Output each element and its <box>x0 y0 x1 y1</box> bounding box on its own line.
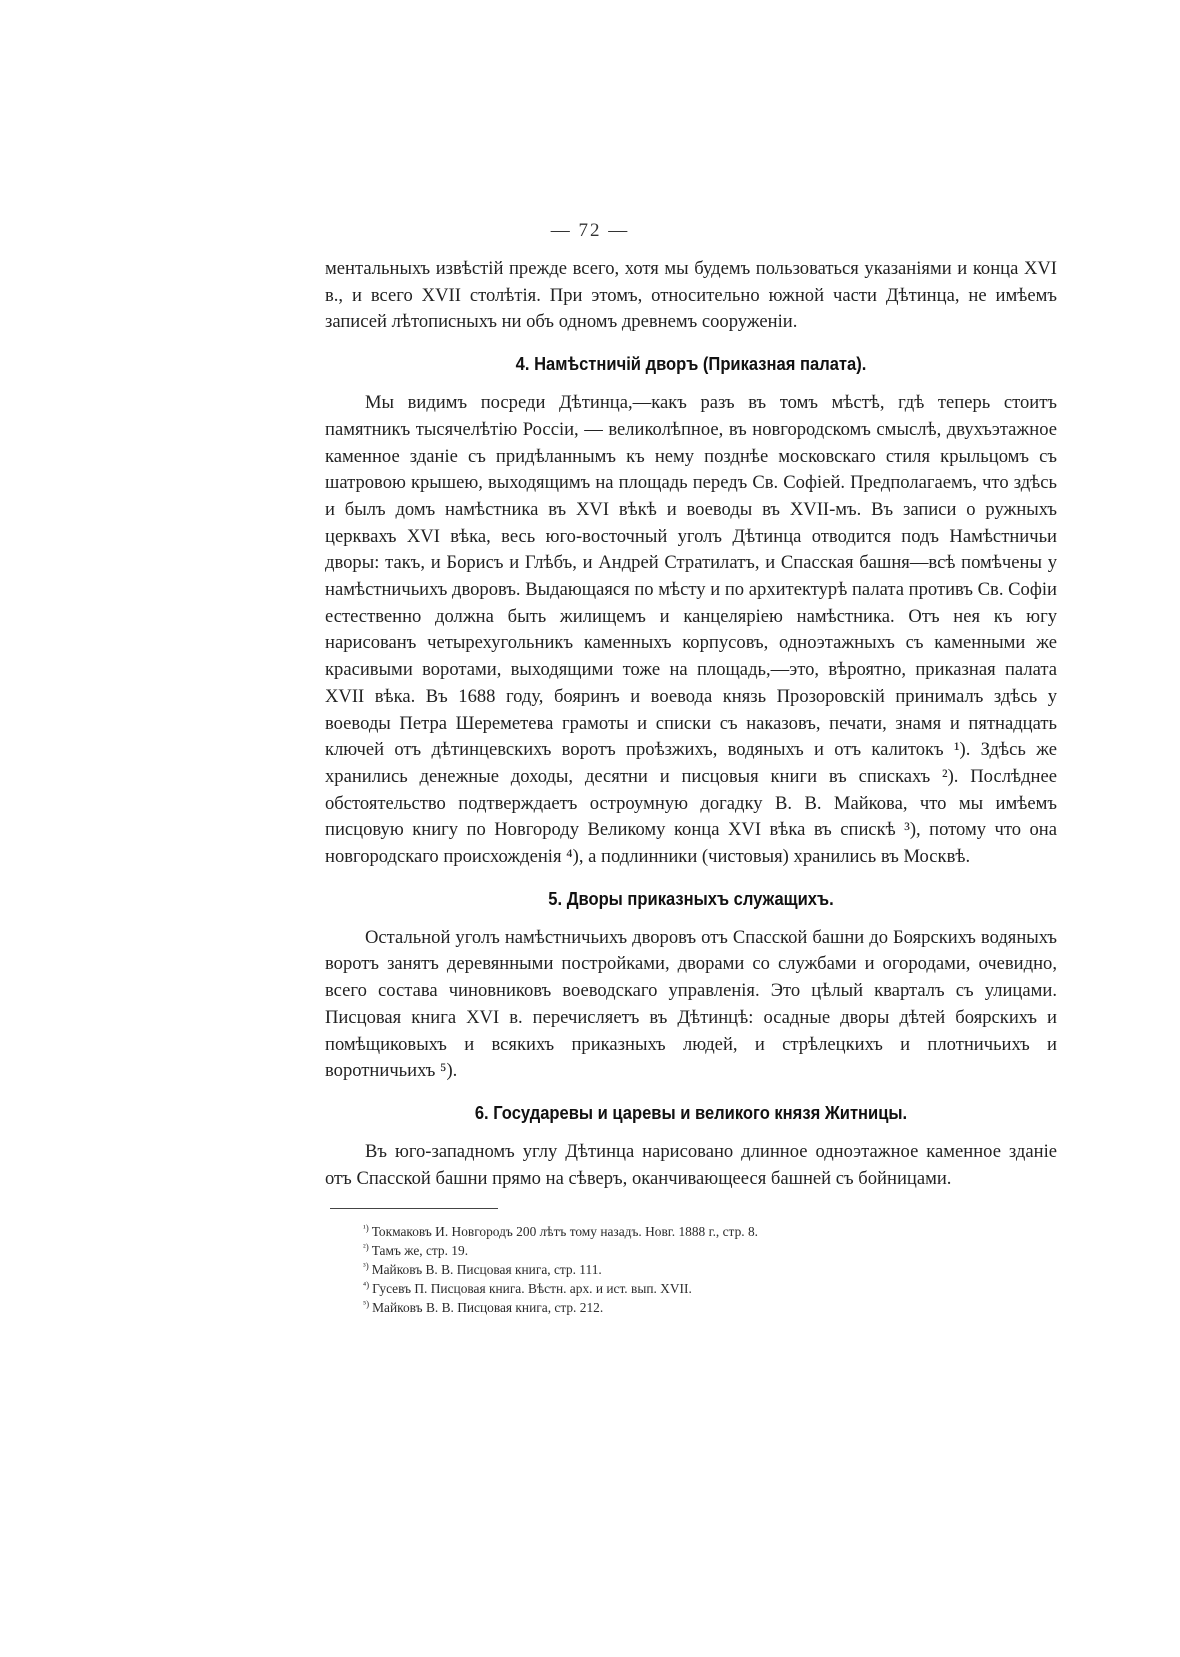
footnote-1 <box>363 1222 1013 1241</box>
section-paragraph-6: Въ юго-западномъ углу Дѣтинца нарисовано длинное одноэтажное каменное зданіе отъ Спасской башни прямо на сѣверъ, оканчивающееся башней съ бойницами. <box>325 1140 1057 1189</box>
footnote-text: Майковъ В. В. Писцовая книга, стр. 212. <box>372 1300 604 1315</box>
page-number: — 72 — <box>550 220 630 241</box>
footnote-4 <box>363 1279 1013 1298</box>
footnote-text: Майковъ В. В. Писцовая книга, стр. 111. <box>371 1262 602 1277</box>
footnote-text: Гусевъ П. Писцовая книга. Вѣстн. арх. и ист. вып. XVII. <box>372 1281 692 1296</box>
intro-paragraph: ментальныхъ извѣстій прежде всего, хотя мы будемъ пользоваться указаніями и конца XVI в., и всего XVII столѣтія. При этомъ, относительно южной части Дѣтинца, не имѣемъ записей лѣтописныхъ ни объ одномъ древнемъ сооруженіи. <box>325 258 1057 333</box>
footnote-mark: ³) <box>363 1260 369 1271</box>
footnote-mark: ⁵) <box>363 1298 370 1309</box>
footnote-divider <box>330 1208 498 1209</box>
footnote-text: Тамъ же, стр. 19. <box>371 1243 469 1258</box>
body-text <box>325 256 1057 1192</box>
footnotes <box>363 1222 1013 1317</box>
footnote-3 <box>363 1260 1013 1279</box>
section-heading-6: 6. Государевы и царевы и великого князя Житницы. <box>474 1101 908 1123</box>
footnote-mark: ⁴) <box>363 1279 370 1290</box>
footnote-5 <box>363 1298 1013 1317</box>
footnote-text: Токмаковъ И. Новгородъ 200 лѣтъ тому назадъ. Новг. 1888 г., стр. 8. <box>371 1224 759 1239</box>
section-paragraph-5: Остальной уголъ намѣстничьихъ дворовъ отъ Спасской башни до Боярскихъ водяныхъ воротъ занятъ деревянными постройками, дворами со службами и огородами, очевидно, всего состава чиновниковъ воеводскаго управленія. Это цѣлый кварталъ съ улицами. Писцовая книга XVI в. перечисляетъ въ Дѣтинцѣ: осадные дворы дѣтей боярскихъ и помѣщиковыхъ и всякихъ приказныхъ людей, и стрѣлецкихъ и плотничьихъ и воротничьихъ ⁵). <box>325 926 1057 1082</box>
section-heading-5: 5. Дворы приказныхъ служащихъ. <box>548 887 834 909</box>
section-paragraph-4: Мы видимъ посреди Дѣтинца,—какъ разъ въ томъ мѣстѣ, гдѣ теперь стоитъ памятникъ тысячелѣтію Россіи, — великолѣпное, въ новгородскомъ смыслѣ, двухъэтажное каменное зданіе съ придѣланнымъ къ нему позднѣе московскаго стиля крыльцомъ съ шатровою крышею, выходящимъ на площадь передъ Св. Софіей. Предполагаемъ, что здѣсь и былъ домъ намѣстника въ XVI вѣкѣ и воеводы въ XVII-мъ. Въ записи о ружныхъ церквахъ XVI вѣка, весь юго-восточный уголъ Дѣтинца отводится подъ Намѣстничьи дворы: такъ, и Борисъ и Глѣбъ, и Андрей Стратилатъ, и Спасская башня—всѣ помѣчены у намѣстничьихъ дворовъ. Выдающаяся по мѣсту и по архитектурѣ палата противъ Св. Софіи естественно должна быть жилищемъ и канцеляріею намѣстника. Отъ нея къ югу нарисованъ четырехугольникъ каменныхъ корпусовъ, одноэтажныхъ съ каменными же красивыми воротами, выходящими тоже на площадь,—это, вѣроятно, приказная палата XVII вѣка. Въ 1688 году, бояринъ и воевода князь Прозоровскій принималъ здѣсь у воеводы Петра Шереметева грамоты и списки съ наказовъ, печати, знамя и пятнадцать ключей отъ дѣтинцевскихъ воротъ проѣзжихъ, водяныхъ и отъ калитокъ ¹). Здѣсь же хранились денежные доходы, десятни и писцовыя книги въ спискахъ ²). Послѣднее обстоятельство подтверждаетъ остроумную догадку В. В. Майкова, что мы имѣемъ писцовую книгу по Новгороду Великому конца XVI вѣка въ спискѣ ³), потому что она новгородскаго происхожденія ⁴), а подлинники (чистовыя) хранились въ Москвѣ. <box>325 392 1057 868</box>
footnote-mark: ¹) <box>363 1222 369 1233</box>
footnote-2 <box>363 1241 1013 1260</box>
section-heading-4: 4. Намѣстничій дворъ (Приказная палата). <box>515 353 867 375</box>
footnote-mark: ²) <box>363 1241 369 1252</box>
